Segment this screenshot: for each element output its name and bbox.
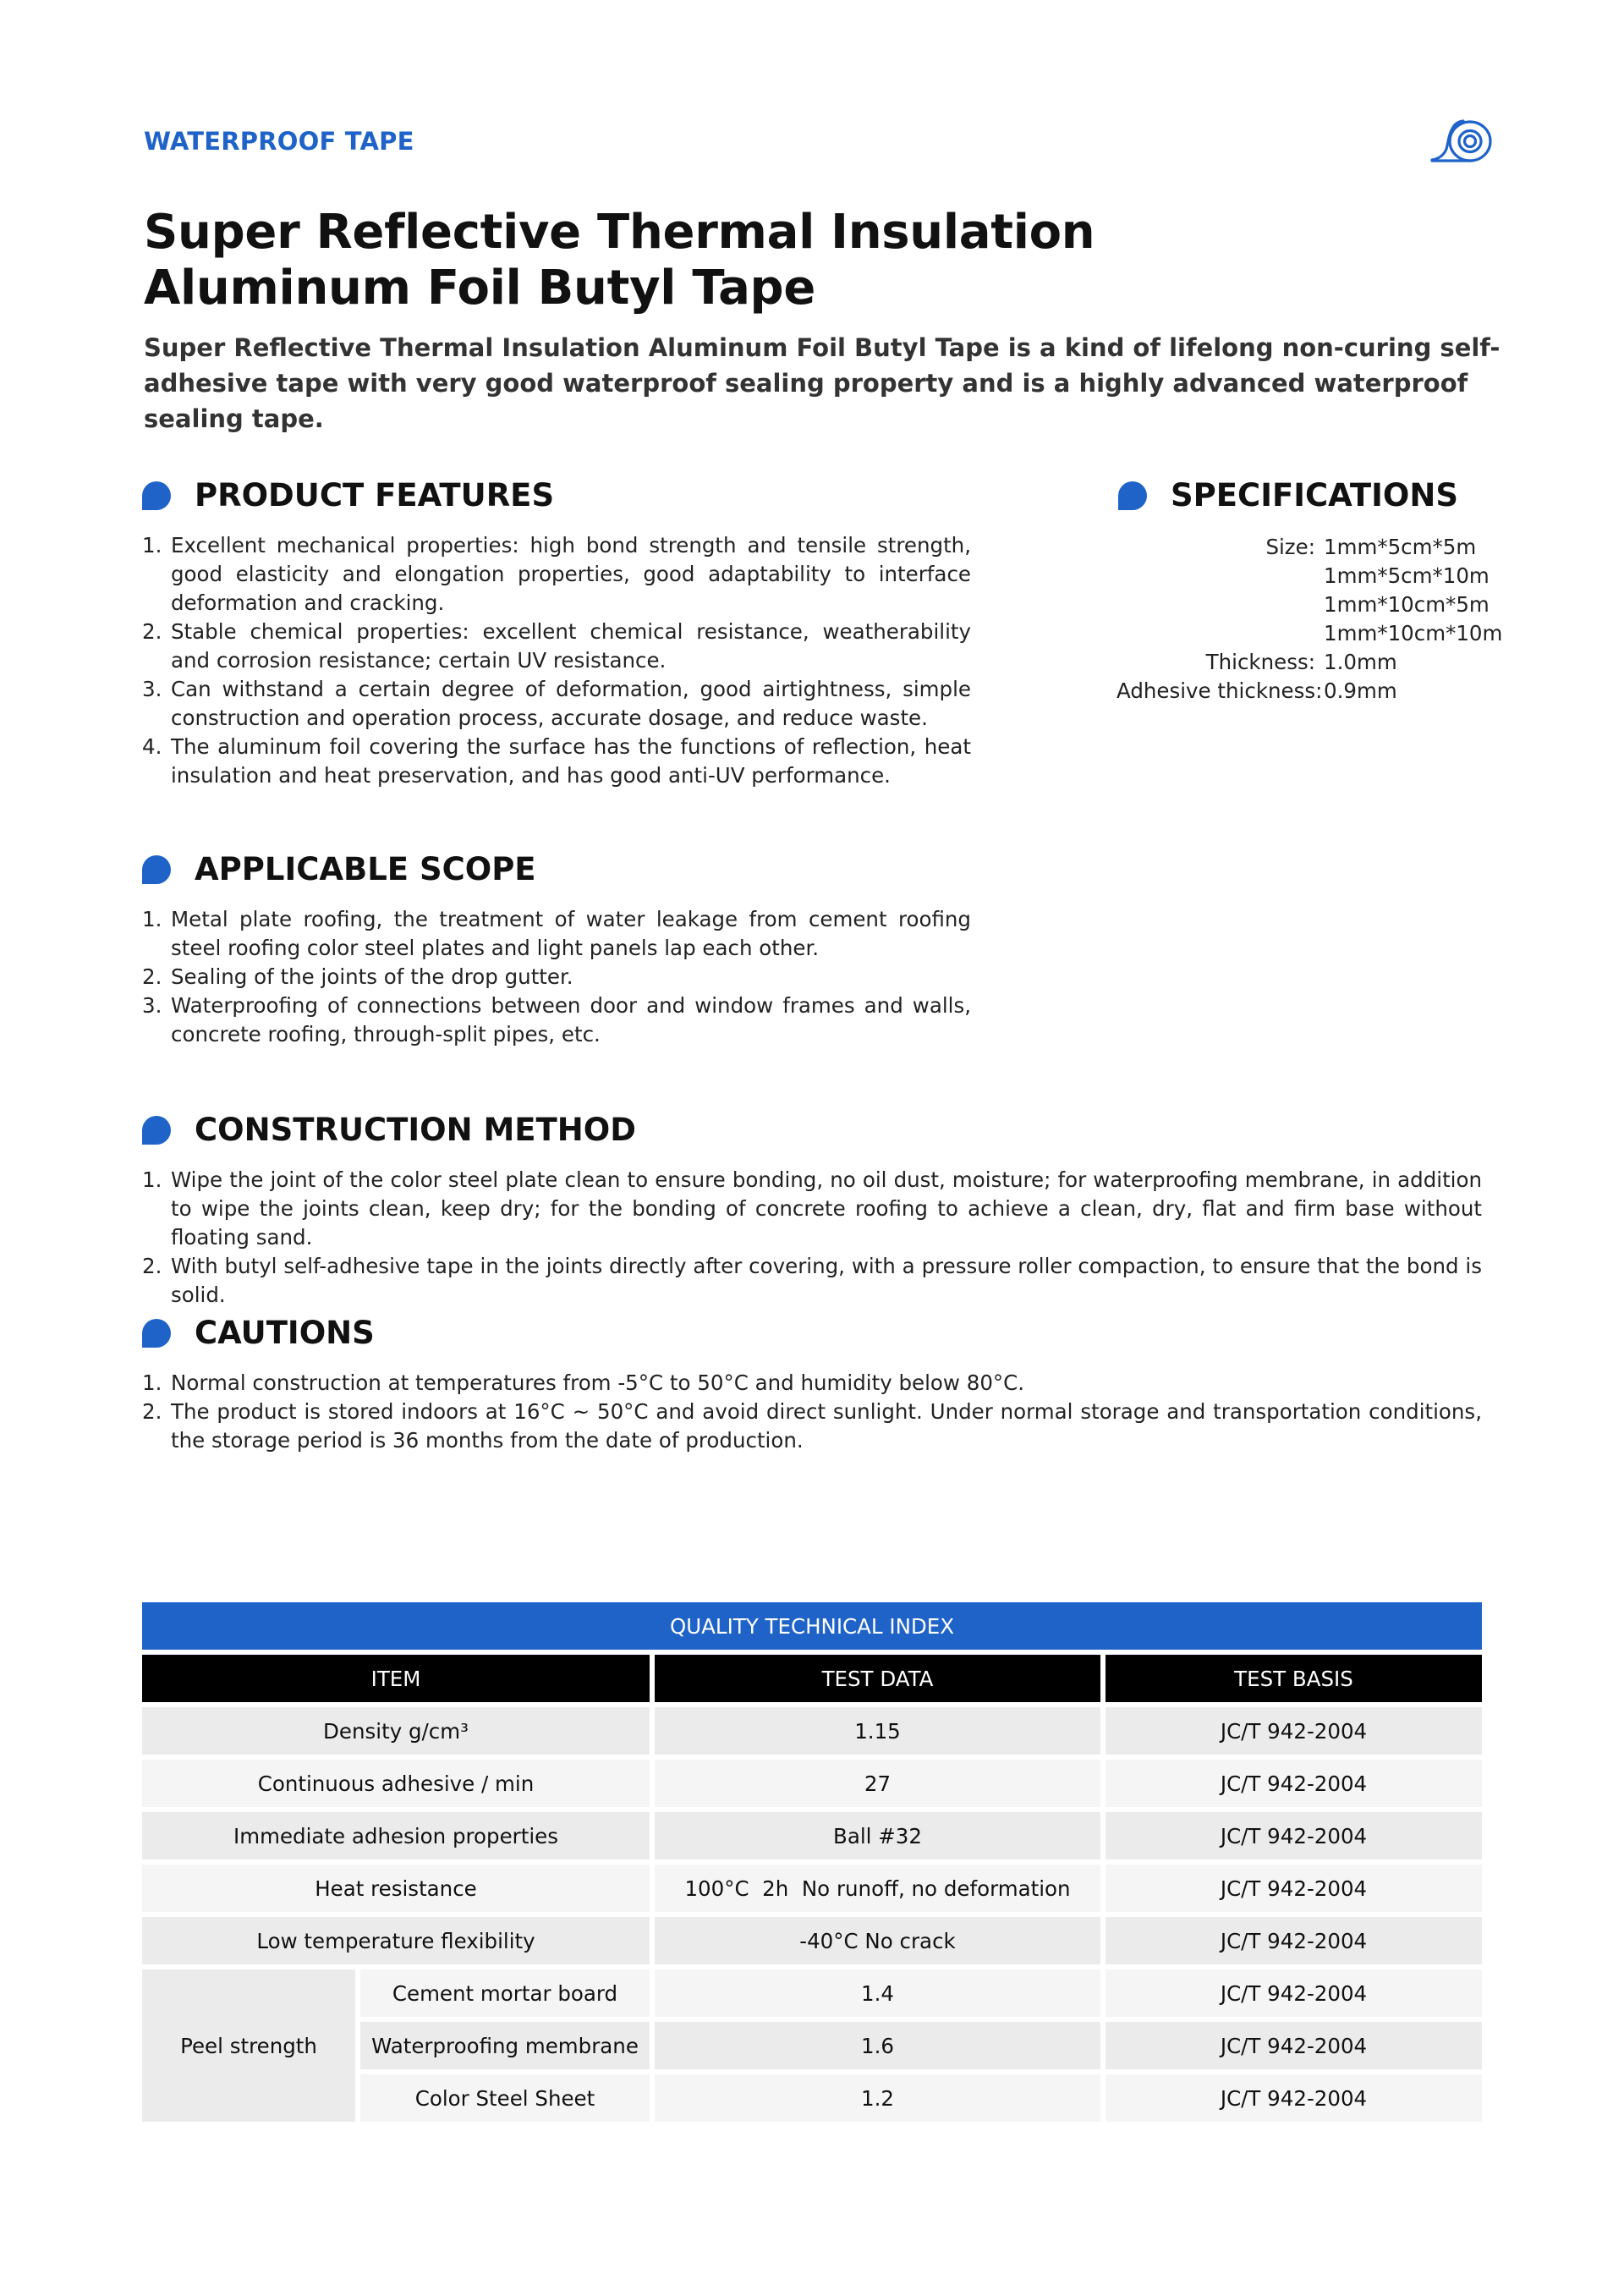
peel-strength-group: [142, 1969, 1482, 2122]
list-item: 1. Normal construction at temperatures from -5°C to 50°C and humidity below 80°C.: [142, 1370, 1025, 1395]
table-cell: Color Steel Sheet: [360, 2074, 650, 2122]
list-item: 2. Sealing of the joints of the drop gutter.: [142, 964, 573, 989]
table-row: [142, 1865, 1482, 1912]
column-header: TEST DATA: [655, 1655, 1100, 1702]
peel-strength-rows: [360, 1969, 1482, 2122]
table-header-row: [142, 1655, 1482, 1702]
table-cell: 1.4: [655, 1969, 1100, 2017]
table-cell: 27: [655, 1760, 1100, 1807]
table-cell: JC/T 942-2004: [1106, 1969, 1482, 2017]
table-cell: 100°C 2h No runoff, no deformation: [655, 1865, 1100, 1912]
quality-technical-index-table: [142, 1602, 1482, 2122]
category-label: WATERPROOF TAPE: [144, 127, 414, 156]
list-item: 3. Can withstand a certain degree of deformation, good airtightness, simple construction and operation process, accurate dosage, and reduce waste.: [142, 677, 971, 730]
table-cell: JC/T 942-2004: [1106, 2074, 1482, 2122]
table-row: [142, 1812, 1482, 1859]
tape-roll-logo-icon: [1429, 112, 1497, 171]
features-list: [142, 531, 971, 790]
list-item: 2. With butyl self-adhesive tape in the joints directly after covering, with a pressure roller compaction, to ensure that the bond is solid.: [142, 1254, 1482, 1307]
column-header: ITEM: [142, 1655, 650, 1702]
table-title: QUALITY TECHNICAL INDEX: [142, 1602, 1482, 1650]
intro-text: Super Reflective Thermal Insulation Aluminum Foil Butyl Tape is a kind of lifelong non-curing self-adhesive tape with very good waterproof sealing property and is a highly advanced waterproof sealing tape.: [144, 333, 1501, 433]
section-bullet-icon: [142, 1319, 171, 1348]
table-cell: Density g/cm³: [142, 1707, 650, 1755]
cautions-heading-label: CAUTIONS: [195, 1315, 375, 1351]
cautions-list: [142, 1369, 1482, 1455]
list-item: 1. Excellent mechanical properties: high bond strength and tensile strength, good elasticity and elongation properties, good adaptability to interface deformation and cracking.: [142, 533, 971, 615]
specifications-heading: [1118, 477, 1458, 514]
section-bullet-icon: [142, 481, 171, 510]
table-cell: 1.6: [655, 2022, 1100, 2069]
construction-list: [142, 1166, 1482, 1310]
peel-strength-label: Peel strength: [142, 1969, 355, 2122]
construction-heading: [142, 1112, 636, 1148]
cautions-heading: [142, 1315, 375, 1351]
table-cell: JC/T 942-2004: [1106, 1917, 1482, 1964]
list-item: 2. The product is stored indoors at 16°C ~ 50°C and avoid direct sunlight. Under normal storage and transportation conditions, the storage period is 36 months from the date of production.: [142, 1399, 1482, 1453]
scope-heading: [142, 851, 536, 887]
table-cell: Heat resistance: [142, 1865, 650, 1912]
table-cell: -40°C No crack: [655, 1917, 1100, 1964]
spec-thickness-row: Thickness: 1.0mm: [1205, 650, 1397, 674]
section-bullet-icon: [142, 855, 171, 884]
scope-list: [142, 905, 971, 1049]
section-bullet-icon: [142, 1116, 171, 1145]
table-cell: JC/T 942-2004: [1106, 2022, 1482, 2069]
table-cell: JC/T 942-2004: [1106, 1812, 1482, 1859]
section-bullet-icon: [1118, 481, 1147, 510]
table-cell: Cement mortar board: [360, 1969, 650, 2017]
spec-size-row: 1mm*5cm*10m: [1324, 563, 1490, 588]
table-cell: Waterproofing membrane: [360, 2022, 650, 2069]
page-title: Super Reflective Thermal Insulation Aluminum Foil Butyl Tape: [144, 205, 1095, 316]
table-row: [360, 2074, 1482, 2122]
list-item: 2. Stable chemical properties: excellent chemical resistance, weatherability and corrosion resistance; certain UV resistance.: [142, 619, 971, 673]
spec-adhesive-row: Adhesive thickness: 0.9mm: [1116, 678, 1397, 703]
list-item: 1. Wipe the joint of the color steel plate clean to ensure bonding, no oil dust, moisture; for waterproofing membrane, in addition to wipe the joints clean, keep dry; for the bonding of concrete roofing to achieve a clean, dry, flat and firm base without floating sand.: [142, 1167, 1482, 1250]
table-cell: 1.2: [655, 2074, 1100, 2122]
spec-size-row: 1mm*10cm*10m: [1324, 621, 1503, 645]
list-item: 4. The aluminum foil covering the surface has the functions of reflection, heat insulation and heat preservation, and has good anti-UV performance.: [142, 734, 971, 788]
construction-heading-label: CONSTRUCTION METHOD: [195, 1112, 636, 1148]
table-cell: Low temperature flexibility: [142, 1917, 650, 1964]
table-cell: JC/T 942-2004: [1106, 1865, 1482, 1912]
table-row: [142, 1707, 1482, 1755]
specifications-heading-label: SPECIFICATIONS: [1171, 477, 1458, 514]
scope-heading-label: APPLICABLE SCOPE: [195, 851, 536, 887]
table-cell: JC/T 942-2004: [1106, 1760, 1482, 1807]
column-header: TEST BASIS: [1106, 1655, 1482, 1702]
list-item: 1. Metal plate roofing, the treatment of water leakage from cement roofing steel roofing color steel plates and light panels lap each other.: [142, 907, 971, 960]
table-row: [142, 1760, 1482, 1807]
table-row: [142, 1917, 1482, 1964]
table-cell: 1.15: [655, 1707, 1100, 1755]
table-cell: JC/T 942-2004: [1106, 1707, 1482, 1755]
features-heading-label: PRODUCT FEATURES: [195, 477, 555, 514]
table-cell: Immediate adhesion properties: [142, 1812, 650, 1859]
list-item: 3. Waterproofing of connections between door and window frames and walls, concrete roofing, through-split pipes, etc.: [142, 993, 971, 1046]
table-row: [360, 1969, 1482, 2017]
specifications-list: [1116, 533, 1502, 706]
table-cell: Continuous adhesive / min: [142, 1760, 650, 1807]
table-row: [360, 2022, 1482, 2069]
spec-size-row: Size: 1mm*5cm*5m: [1265, 535, 1477, 559]
spec-size-row: 1mm*10cm*5m: [1324, 592, 1490, 617]
features-heading: [142, 477, 554, 514]
table-cell: Ball #32: [655, 1812, 1100, 1859]
